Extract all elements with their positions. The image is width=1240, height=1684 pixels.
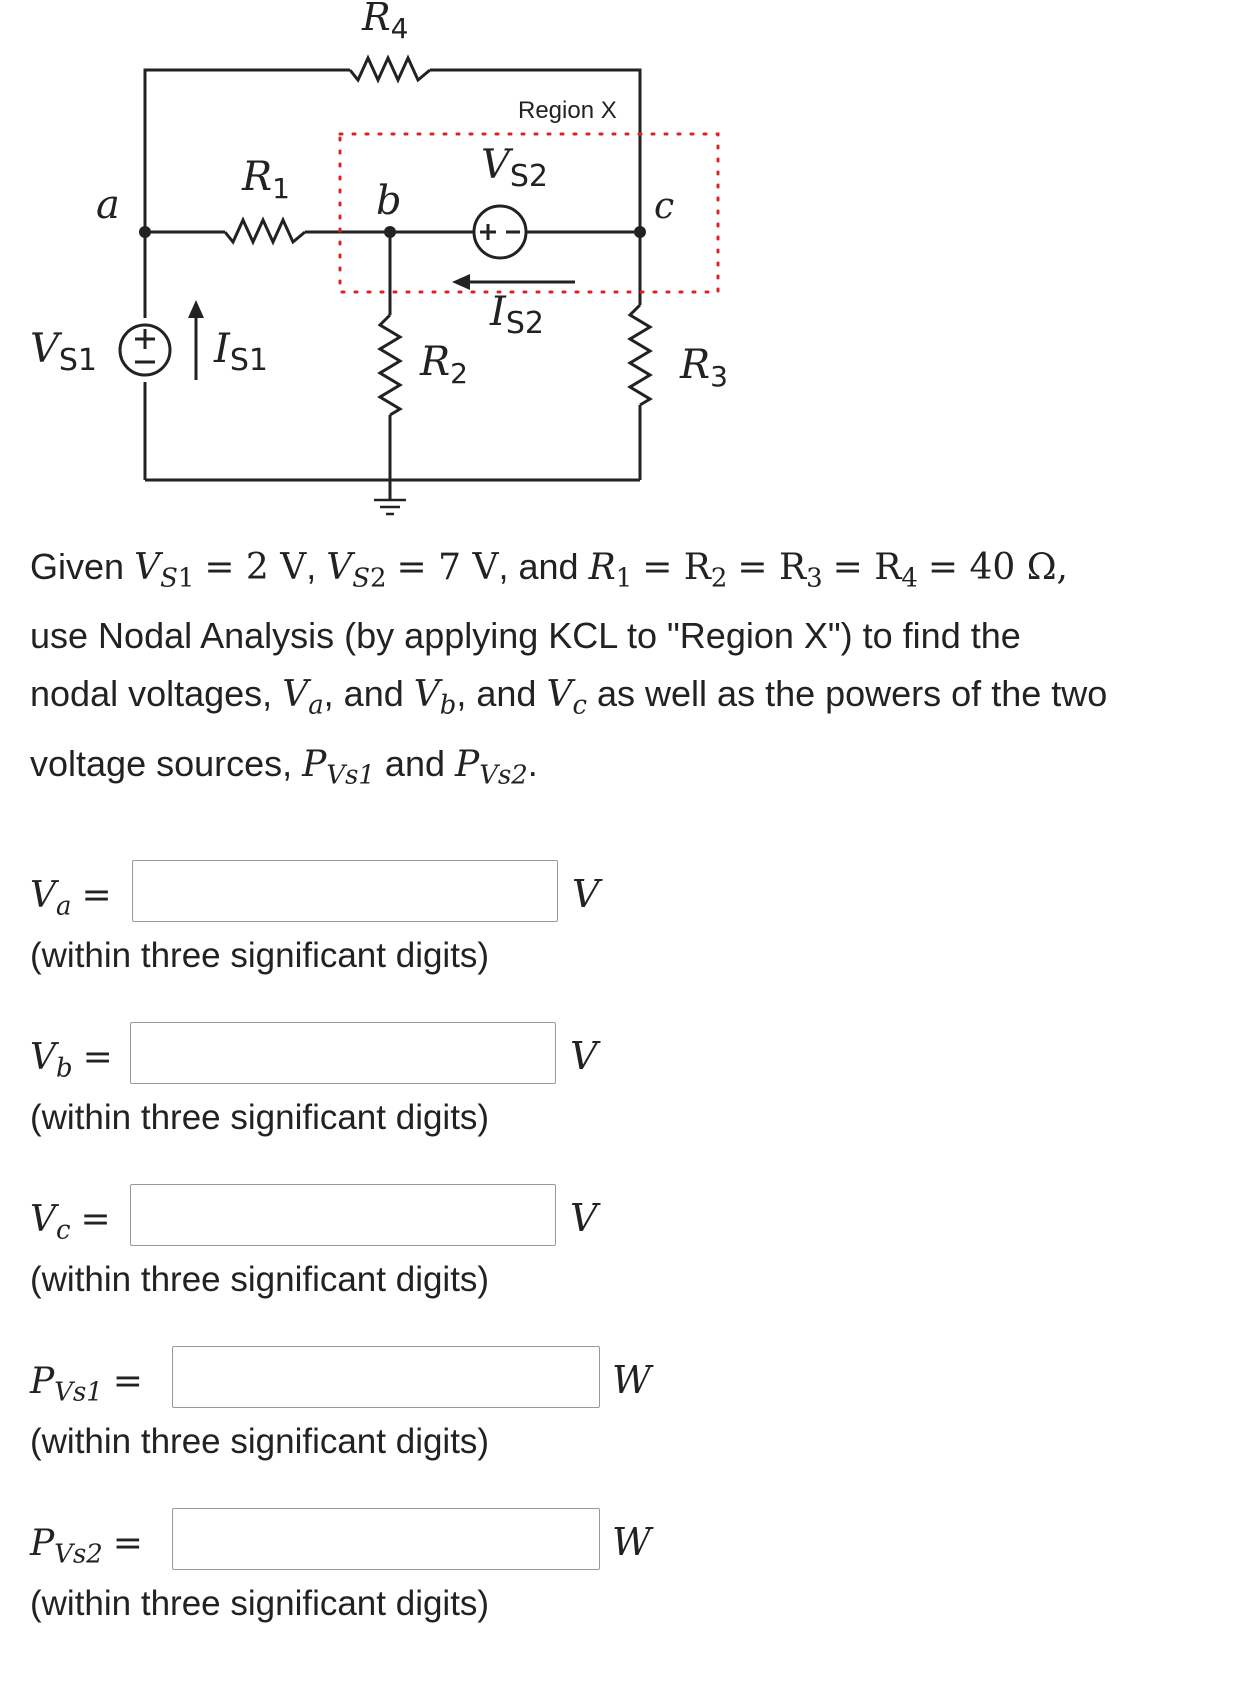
problem-line-2: use Nodal Analysis (by applying KCL to "Region X") to find the bbox=[30, 615, 1021, 657]
pvs2-input[interactable] bbox=[172, 1508, 600, 1570]
resistor-r1 bbox=[225, 220, 305, 242]
vb-unit: V bbox=[570, 1034, 598, 1078]
problem-line-3: nodal voltages, $V_a$, and $V_b$, and $V_c$ as well as the powers of the two bbox=[30, 673, 1108, 721]
current-arrow-is1 bbox=[188, 300, 204, 380]
label-vs2: $V_{S2}$ bbox=[481, 142, 549, 194]
label-node-a: a bbox=[96, 182, 120, 228]
resistor-r3 bbox=[630, 305, 650, 405]
pvs1-unit: W bbox=[612, 1358, 652, 1402]
answer-block-va bbox=[30, 860, 930, 976]
resistor-r2 bbox=[380, 315, 400, 415]
va-note: (within three significant digits) bbox=[30, 936, 490, 975]
pvs2-unit: W bbox=[612, 1520, 652, 1564]
label-node-c: c bbox=[654, 186, 675, 227]
ground-icon bbox=[374, 500, 406, 514]
node-b-dot bbox=[384, 226, 396, 238]
label-r2: $R_2$ bbox=[420, 339, 468, 390]
va-unit: V bbox=[572, 872, 600, 916]
problem-line-4: voltage sources, $P_{Vs1}$ and $P_{Vs2}$. bbox=[30, 742, 538, 790]
label-pvs2: $P_{Vs2}$ = bbox=[30, 1523, 143, 1570]
current-arrow-is2 bbox=[452, 274, 575, 290]
label-is2: $I_{S2}$ bbox=[490, 289, 544, 341]
pvs1-note: (within three significant digits) bbox=[30, 1422, 490, 1461]
answer-block-pvs2 bbox=[30, 1508, 930, 1624]
label-vs1: $V_{S1}$ bbox=[30, 326, 98, 378]
node-c-dot bbox=[634, 226, 646, 238]
circuit-diagram bbox=[0, 0, 1240, 540]
problem-line-1: Given $V_{S1} = 2$ V, $V_{S2} = 7$ V, and $R_1 = R_2 = R_3 = R_4 = 40$ Ω, bbox=[30, 546, 1068, 594]
voltage-source-vs2 bbox=[474, 206, 526, 258]
node-a-dot bbox=[139, 226, 151, 238]
resistor-r4 bbox=[350, 58, 430, 80]
label-vb: $V_b$ = bbox=[30, 1037, 113, 1084]
label-r4: $R_4$ bbox=[362, 0, 409, 45]
voltage-source-vs1 bbox=[120, 325, 170, 375]
label-va: $V_a$ = bbox=[30, 875, 112, 922]
vc-unit: V bbox=[570, 1196, 598, 1240]
vb-note: (within three significant digits) bbox=[30, 1098, 490, 1137]
label-r3: $R_3$ bbox=[680, 342, 728, 393]
vb-input[interactable] bbox=[130, 1022, 556, 1084]
va-input[interactable] bbox=[132, 860, 558, 922]
problem-statement bbox=[30, 538, 1220, 804]
label-pvs1: $P_{Vs1}$ = bbox=[30, 1361, 143, 1408]
label-is1: $I_{S1}$ bbox=[214, 326, 268, 378]
vc-input[interactable] bbox=[130, 1184, 556, 1246]
label-node-b: b bbox=[376, 178, 402, 224]
pvs1-input[interactable] bbox=[172, 1346, 600, 1408]
answer-block-vb bbox=[30, 1022, 930, 1138]
pvs2-note: (within three significant digits) bbox=[30, 1584, 490, 1623]
vc-note: (within three significant digits) bbox=[30, 1260, 490, 1299]
label-vc: $V_c$ = bbox=[30, 1199, 111, 1246]
label-region-x: Region X bbox=[518, 97, 617, 124]
answer-block-pvs1 bbox=[30, 1346, 930, 1462]
label-r1: $R_1$ bbox=[242, 154, 290, 205]
answer-block-vc bbox=[30, 1184, 930, 1300]
